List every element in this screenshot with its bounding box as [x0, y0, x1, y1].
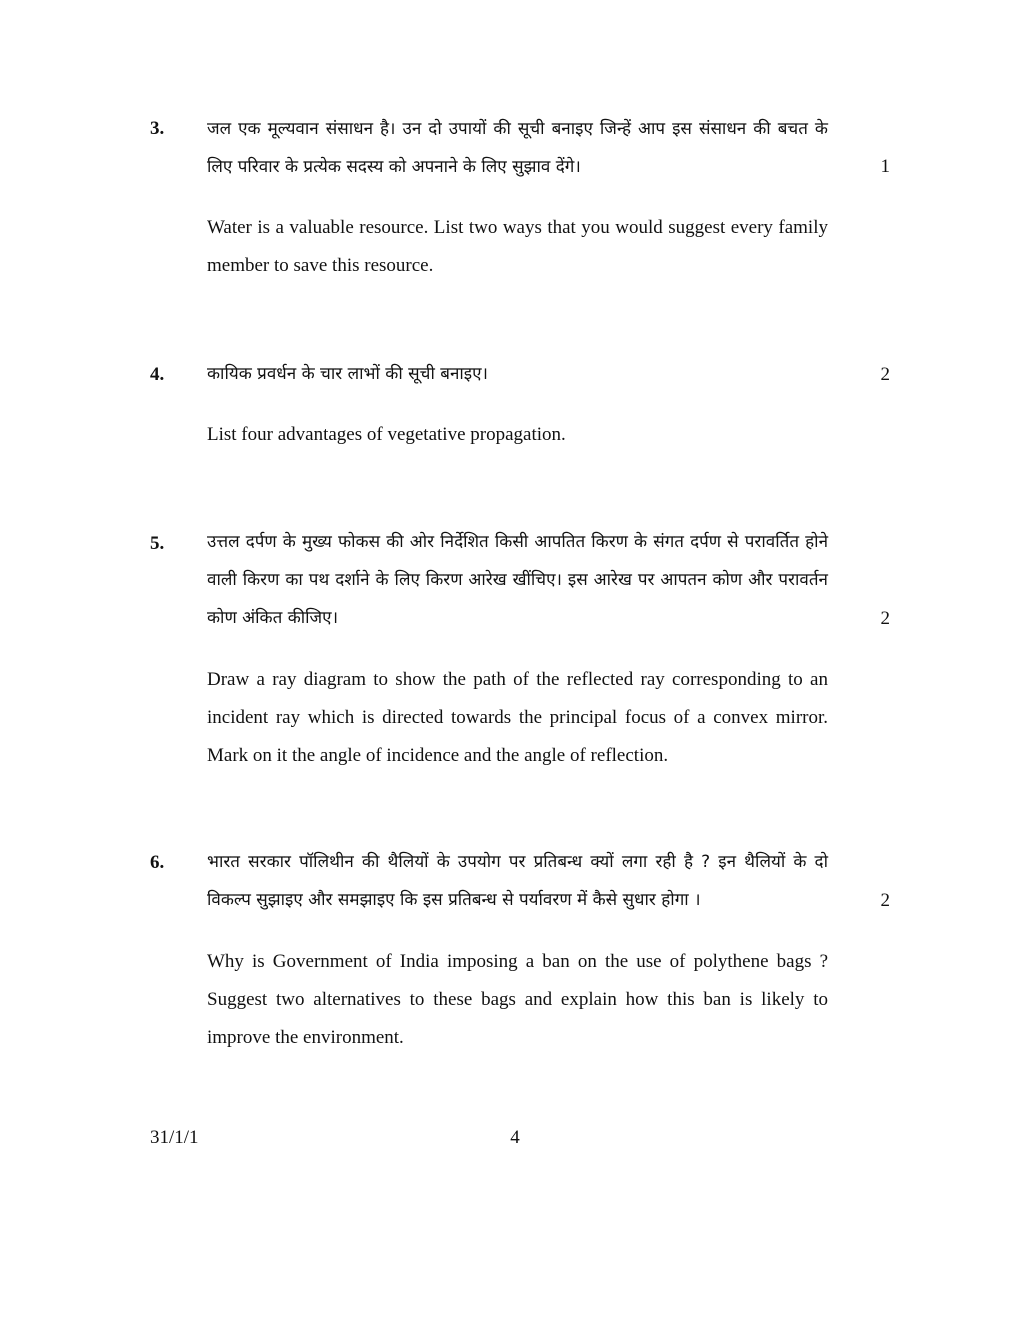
question-6-marks: 2	[880, 890, 890, 911]
page-number: 4	[510, 1127, 520, 1148]
question-4-marks: 2	[880, 364, 890, 385]
question-3-number: 3.	[150, 118, 165, 139]
question-5-hindi: उत्तल दर्पण के मुख्य फोकस की ओर निर्देशित किसी आपतित किरण के संगत दर्पण से परावर्तित होने वाली किरण का पथ दर्शाने के लिए किरण आरेख खींचिए। इस आरेख पर आपतन कोण और परावर्तन कोण अंकित कीजिए।	[207, 532, 828, 628]
question-5-number: 5.	[150, 533, 165, 554]
paper-code: 31/1/1	[150, 1127, 199, 1148]
question-4-english: List four advantages of vegetative propagation.	[207, 424, 566, 445]
question-3-marks: 1	[880, 156, 890, 177]
question-6-english: Why is Government of India imposing a ban on the use of polythene bags ? Suggest two alternatives to these bags and explain how this ban is likely to improve the environment.	[207, 951, 828, 1048]
question-5-marks: 2	[880, 608, 890, 629]
question-5-english: Draw a ray diagram to show the path of the reflected ray corresponding to an incident ray which is directed towards the principal focus of a convex mirror. Mark on it the angle of incidence and the angle of reflection.	[207, 669, 828, 766]
question-4-number: 4.	[150, 364, 165, 385]
question-6-number: 6.	[150, 852, 165, 873]
question-4-hindi: कायिक प्रवर्धन के चार लाभों की सूची बनाइए।	[207, 364, 488, 384]
question-6-hindi: भारत सरकार पॉलिथीन की थैलियों के उपयोग पर प्रतिबन्ध क्यों लगा रही है ? इन थैलियों के दो विकल्प सुझाइए और समझाइए कि इस प्रतिबन्ध से पर्यावरण में कैसे सुधार होगा ।	[207, 852, 828, 910]
question-3-hindi: जल एक मूल्यवान संसाधन है। उन दो उपायों की सूची बनाइए जिन्हें आप इस संसाधन की बचत के लिए परिवार के प्रत्येक सदस्य को अपनाने के लिए सुझाव देंगे।	[207, 119, 828, 177]
question-3-english: Water is a valuable resource. List two ways that you would suggest every family member to save this resource.	[207, 217, 828, 276]
